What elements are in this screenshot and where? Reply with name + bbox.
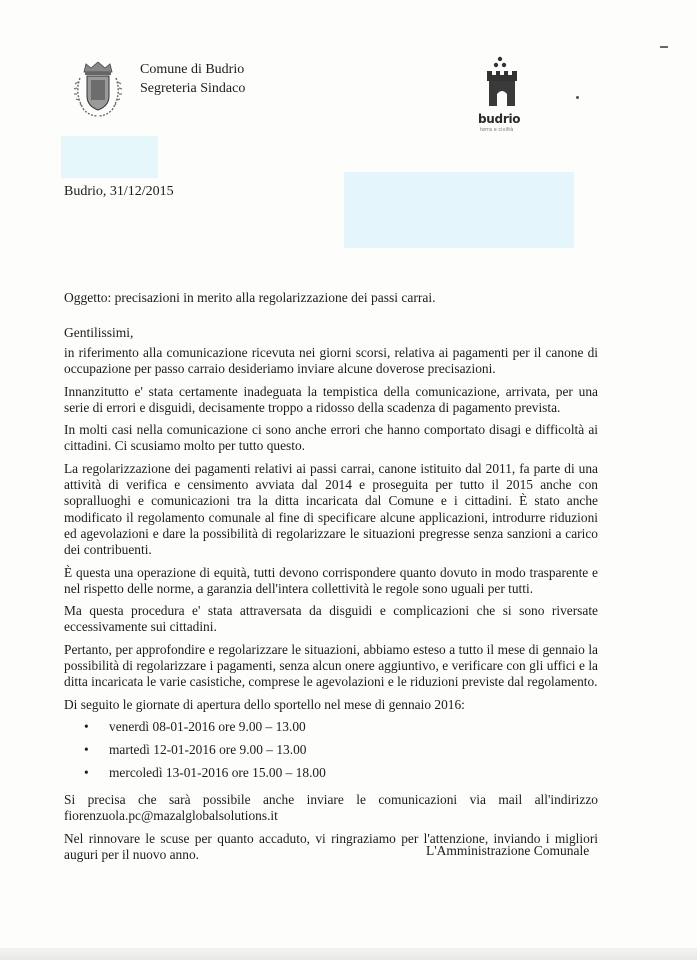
- schedule-list: [64, 719, 598, 788]
- bullet: •: [84, 718, 89, 734]
- email-note: Si precisa che sarà possibile anche inviare le comunicazioni via mail all'indirizzo fiorenzuola.pc@mazalglobalsolutions.it: [64, 791, 598, 824]
- scan-mark: [576, 96, 579, 99]
- list-item: [64, 765, 598, 788]
- paragraph: In molti casi nella comunicazione ci sono anche errori che hanno comportato disagi e difficoltà ai cittadini. Ci scusiamo molto per tutto questo.: [64, 422, 598, 454]
- redacted-protocol-block: [61, 136, 158, 178]
- municipality-name: Comune di Budrio: [140, 62, 245, 77]
- paragraph: È questa una operazione di equità, tutti devono corrispondere quanto dovuto in modo trasparente e nel rispetto delle norme, a garanzia dell'intera collettività le regole sono uguali per tutti.: [64, 564, 598, 596]
- paragraph: La regolarizzazione dei pagamenti relativi ai passi carrai, canone istituito dal 2011, fa parte di una attività di verifica e censimento avviata dal 2014 e proseguita per tutto il 2015 anche con sopralluoghi e comunicazioni tra la ditta incaricata dal Comune e i cittadini. È stato anche modificato il regolamento comunale al fine di specificare alcune applicazioni, introdurre riduzioni ed agevolazioni e dare la possibilità di regolarizzare le situazioni pregresse senza sanzioni a carico dei contribuenti.: [64, 460, 598, 558]
- closing-paragraph: Nel rinnovare le scuse per quanto accaduto, vi ringraziamo per l'attenzione, inviando i migliori auguri per il nuovo anno.: [64, 830, 598, 862]
- letterhead: [140, 60, 245, 98]
- paragraph: Innanzitutto e' stata certamente inadeguata la tempistica della comunicazione, arrivata, per una serie di errori e disguidi, decisamente troppo a ridosso della scadenza di pagamento prevista.: [64, 383, 598, 415]
- redacted-recipient-block: [344, 172, 574, 248]
- logo-tagline: terra e civiltà: [480, 127, 514, 133]
- bullet: •: [84, 764, 89, 780]
- salutation: Gentilissimi,: [64, 325, 134, 340]
- scan-mark: [660, 46, 668, 48]
- letter-body: [64, 345, 598, 869]
- paragraph: Pertanto, per approfondire e regolarizzare le situazioni, abbiamo esteso a tutto il mese di gennaio la possibilità di regolarizzare i pagamenti, senza alcun onere aggiuntivo, e verificare con gli uffici e la ditta incaricata le varie casistiche, comprese le agevolazioni e le riduzioni previste dal regolamento.: [64, 641, 598, 690]
- bullet: •: [84, 741, 89, 757]
- signature: L'Amministrazione Comunale: [426, 843, 590, 858]
- date-line: Budrio, 31/12/2015: [64, 184, 174, 199]
- list-item: [64, 742, 598, 765]
- office-name: Segreteria Sindaco: [140, 81, 246, 96]
- schedule-intro: Di seguito le giornate di apertura dello sportello nel mese di gennaio 2016:: [64, 696, 465, 712]
- subject-line: Oggetto: precisazioni in merito alla regolarizzazione dei passi carrai.: [64, 290, 436, 305]
- schedule-entry: mercoledì 13-01-2016 ore 15.00 – 18.00: [109, 764, 326, 780]
- list-item: [64, 719, 598, 742]
- logo-wordmark: budrio: [478, 112, 521, 126]
- paragraph: in riferimento alla comunicazione ricevuta nei giorni scorsi, relativa ai pagamenti per il canone di occupazione per passo carraio desideriamo inviare alcune doverose precisazioni.: [64, 345, 598, 377]
- schedule-entry: martedì 12-01-2016 ore 9.00 – 13.00: [109, 741, 307, 757]
- page-edge: [0, 948, 697, 960]
- schedule-entry: venerdì 08-01-2016 ore 9.00 – 13.00: [109, 718, 306, 734]
- paragraph: Ma questa procedura e' stata attraversata da disguidi e complicazioni che si sono riversate eccessivamente sui cittadini.: [64, 603, 598, 635]
- coat-of-arms-icon: [70, 58, 126, 120]
